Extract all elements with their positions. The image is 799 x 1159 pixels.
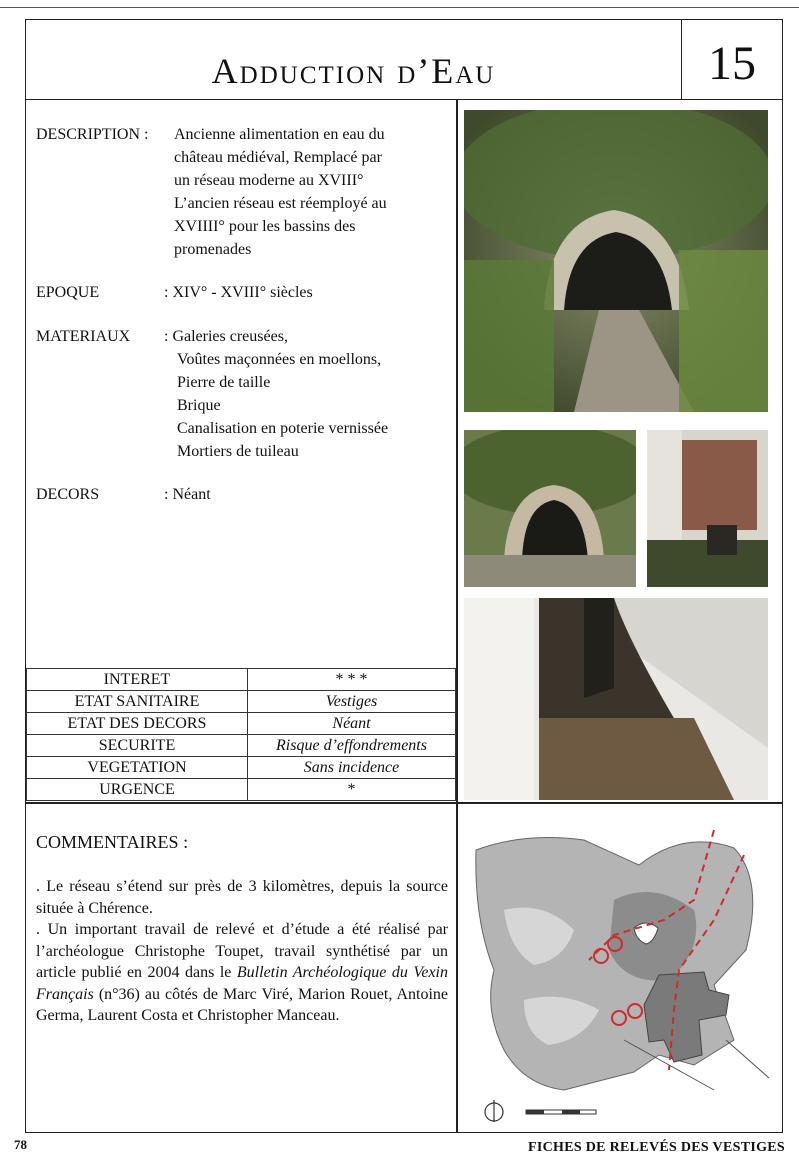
table-row [27,779,456,801]
materiaux-text [164,325,388,463]
record-sheet [25,19,783,1133]
sheet-number: 15 [708,37,756,90]
site-plan-map [464,810,774,1128]
comments-text [36,876,448,1027]
vertical-divider [456,100,458,1132]
bulletin-title: Bulletin Archéologique du Vexin Français [36,964,449,1003]
table-key: INTERET [27,669,248,691]
table-value: * [248,779,456,801]
photo-gallery-interior [464,598,768,800]
materiaux-line: Pierre de taille [177,374,271,391]
table-value: Risque d’effondrements [248,735,456,757]
table-key: ETAT DES DECORS [27,713,248,735]
table-key: ETAT SANITAIRE [27,691,248,713]
page-title: Adduction d’Eau [211,51,496,91]
top-rule [0,7,799,8]
table-row [27,757,456,779]
comment-text: (n°36) au côtés de Marc Viré, Marion Rouet, Antoine Germa, Laurent Costa et Christopher Manceau. [36,985,449,1024]
table-value: * * * [248,669,456,691]
photo-brick-wall [647,430,768,587]
materiaux-line: Canalisation en poterie vernissée [177,420,389,437]
decors-value: : Néant [164,486,211,503]
photo-tunnel-entrance [464,110,768,412]
table-value: Néant [248,713,456,735]
description-text [174,123,387,261]
table-key: URGENCE [27,779,248,801]
number-box [682,20,782,100]
photo-tunnel-arch [464,430,636,587]
description-line: promenades [174,241,252,258]
table-row [27,669,456,691]
epoque-label: EPOQUE [36,284,100,301]
materiaux-line: : Galeries creusées, [164,328,288,345]
materiaux-label: MATERIAUX [36,328,131,345]
table-row [27,691,456,713]
description-line: château médiéval, Remplacé par [174,149,382,166]
assessment-table [26,668,456,801]
table-key: VEGETATION [27,757,248,779]
materiaux-line: Mortiers de tuileau [177,443,299,460]
comment-paragraph: . Le réseau s’étend sur près de 3 kilomètres, depuis la source située à Chérence. [36,878,448,917]
page-number: 78 [14,1137,27,1152]
table-row [27,713,456,735]
description-line: un réseau moderne au XVIII° [174,172,364,189]
materiaux-line: Voûtes maçonnées en moellons, [177,351,382,368]
description-line: Ancienne alimentation en eau du [174,126,385,143]
horizontal-divider [26,802,782,804]
description-line: L’ancien réseau est réemployé au [174,195,387,212]
description-label: DESCRIPTION : [36,126,149,143]
footer-section: FICHES DE RELEVÉS DES VESTIGES [528,1140,785,1155]
decors-label: DECORS [36,486,100,503]
comment-paragraph [36,919,448,1027]
table-key: SECURITE [27,735,248,757]
table-value: Sans incidence [248,757,456,779]
table-row [27,735,456,757]
comments-title: COMMENTAIRES : [36,832,189,852]
epoque-value: : XIV° - XVIII° siècles [164,284,313,301]
title-box [26,20,682,100]
description-line: XVIIII° pour les bassins des [174,218,356,235]
materiaux-line: Brique [177,397,221,414]
comment-text: . Un important travail de relevé et d’étude a été réalisé par l’archéologue Christophe Toupet, travail synthétisé par un article publié en 2004 dans le [36,921,448,981]
table-value: Vestiges [248,691,456,713]
